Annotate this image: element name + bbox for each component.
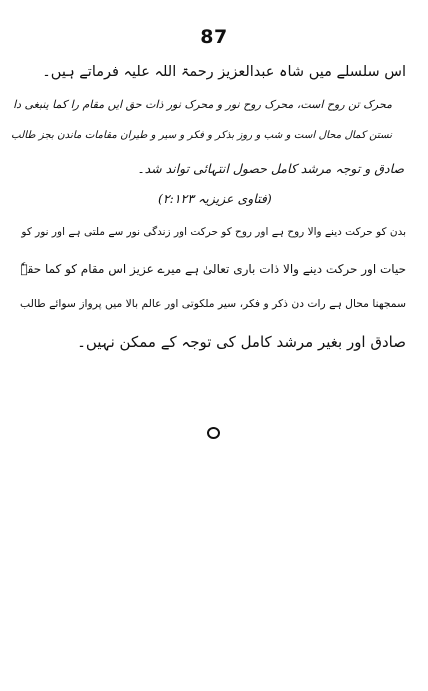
intro-line: اس سلسلے میں شاہ عبدالعزیز رحمۃ اللہ علیہ فرماتے ہیں۔ — [42, 64, 406, 80]
persian-quote-line-2: نستن کمال محال است و شب و روز بذکر و فکر و سیر و طیران مقامات ماندن بجز طالب — [11, 129, 392, 141]
body-line-4: صادق اور بغیر مرشد کامل کی توجہ کے ممکن نہیں۔ — [77, 333, 406, 351]
persian-quote-line-3: صادق و توجہ مرشد کامل حصول انتہائی تواند شد۔ — [137, 161, 404, 176]
page-number: 87 — [200, 26, 228, 48]
section-end-circle-icon — [207, 427, 220, 439]
body-line-2: حیات اور حرکت دینے والا ذات باری تعالیٰ ہے میرے عزیز اس مقام کو کما حقہٗ — [20, 262, 406, 276]
quote-citation: (فتاوی عزیزیہ ۲:۱۲۳) — [158, 191, 272, 206]
persian-quote-line-1: محرک تن روح است، محرک روح نور و محرک نور ذات حق ایں مقام را کما ینبغی دا — [13, 98, 392, 111]
body-line-3: سمجھنا محال ہے رات دن ذکر و فکر، سیر ملکوتی اور عالم بالا میں پرواز سوائے طالب — [20, 297, 406, 310]
body-line-1: بدن کو حرکت دینے والا روح ہے اور روح کو حرکت اور زندگی نور سے ملتی ہے اور نور کو — [21, 226, 406, 238]
